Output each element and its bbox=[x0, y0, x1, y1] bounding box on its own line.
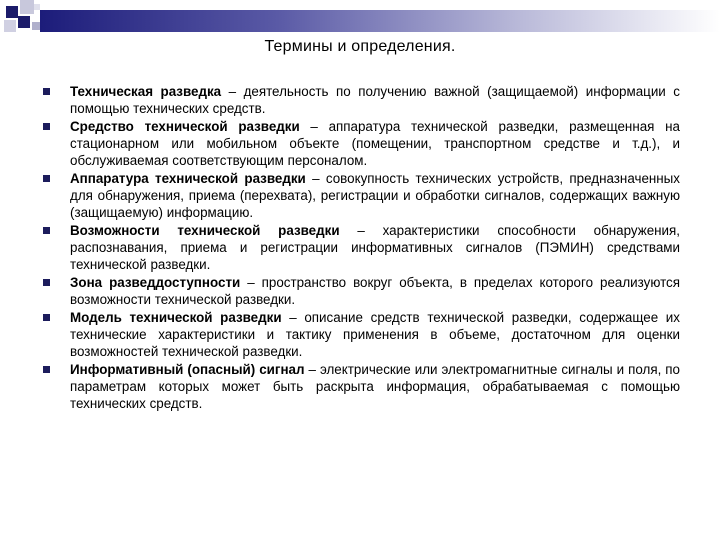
list-item bbox=[40, 118, 680, 169]
term: Модель технической разведки bbox=[70, 310, 282, 325]
term: Возможности технической разведки bbox=[70, 223, 340, 238]
definition: – характеристики способности обнаружения, распознавания, приема и регистрации информативных сигналов (ПЭМИН) средствами технической разведки. bbox=[70, 223, 680, 272]
list-item bbox=[40, 361, 680, 412]
square-bullet-icon bbox=[43, 123, 50, 130]
definition-list bbox=[40, 83, 680, 413]
square-bullet-icon bbox=[43, 88, 50, 95]
list-item bbox=[40, 222, 680, 273]
list-item bbox=[40, 170, 680, 221]
square-bullet-icon bbox=[43, 175, 50, 182]
definition: – деятельность по получению важной (защищаемой) информации с помощью технических средств. bbox=[70, 84, 680, 116]
header-gradient-bar bbox=[40, 10, 720, 32]
term: Зона разведдоступности bbox=[70, 275, 241, 290]
term: Информативный (опасный) сигнал bbox=[70, 362, 305, 377]
definition: – электрические или электромагнитные сигналы и поля, по параметрам которых может быть раскрыта информация, обрабатываемая с помощью технических средств. bbox=[70, 362, 680, 411]
square-bullet-icon bbox=[43, 314, 50, 321]
definition: – аппаратура технической разведки, размещенная на стационарном или мобильном объекте (помещении, транспортном средстве и т.д.), и обслуживаемая соответствующим персоналом. bbox=[70, 119, 680, 168]
square-bullet-icon bbox=[43, 279, 50, 286]
square-bullet-icon bbox=[43, 227, 50, 234]
square-bullet-icon bbox=[43, 366, 50, 373]
list-item bbox=[40, 83, 680, 117]
list-item bbox=[40, 274, 680, 308]
term: Средство технической разведки bbox=[70, 119, 300, 134]
definition: – описание средств технической разведки, содержащее их технические характеристики и тактику применения в объеме, достаточном для оценки возможностей технической разведки. bbox=[70, 310, 680, 359]
definition: – пространство вокруг объекта, в пределах которого реализуются возможности технической разведки. bbox=[70, 275, 680, 307]
definition: – совокупность технических устройств, предназначенных для обнаружения, приема (перехвата), регистрации и обработки сигналов, содержащих важную (защищаемую) информацию. bbox=[70, 171, 681, 220]
header-decoration bbox=[0, 0, 720, 40]
page-title: Термины и определения. bbox=[264, 38, 456, 55]
list-item bbox=[40, 309, 680, 360]
term: Аппаратура технической разведки bbox=[70, 171, 306, 186]
term: Техническая разведка bbox=[70, 84, 222, 99]
